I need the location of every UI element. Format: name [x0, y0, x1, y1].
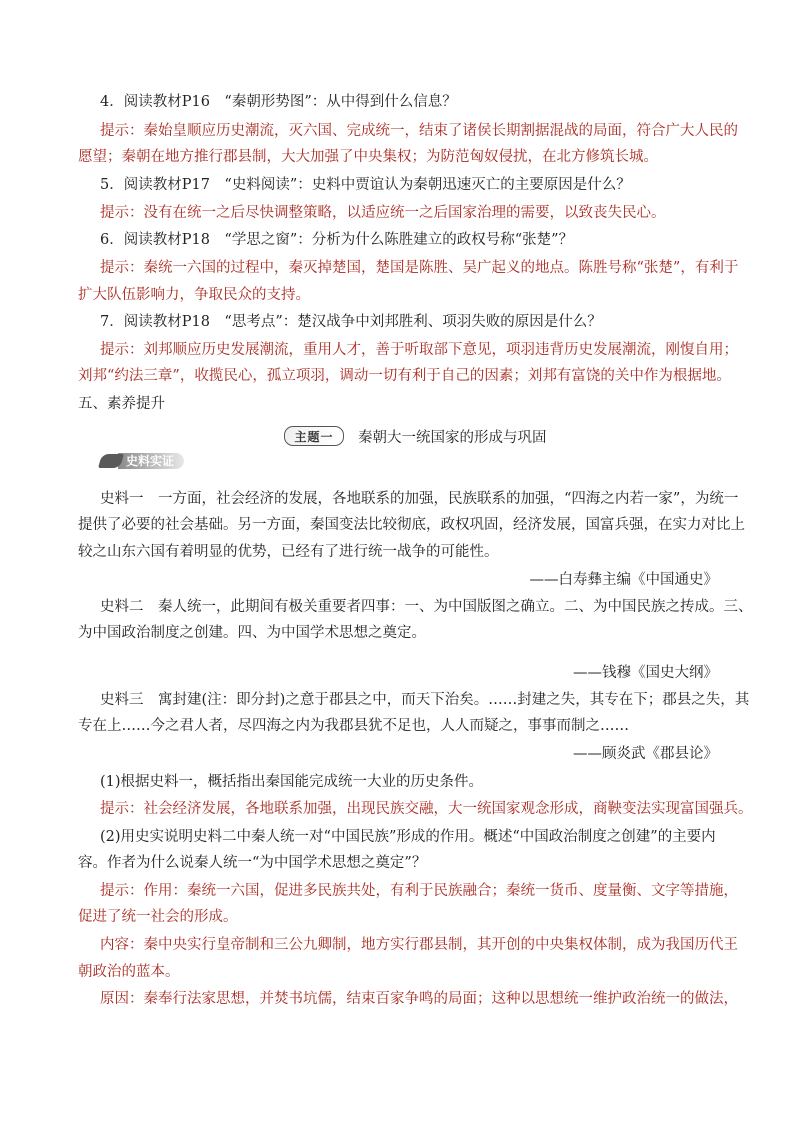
section-heading: 五、素养提升	[78, 396, 165, 412]
answer-4-line-2: 愿望；秦朝在地方推行郡县制，大大加强了中央集权；为防范匈奴侵扰，在北方修筑长城。	[78, 149, 658, 165]
source-1-line-2: 提供了必要的社会基础。另一方面，秦国变法比较彻底，政权巩固，经济发展，国富兵强，在实力对比上	[78, 517, 745, 533]
source-1-citation: ——白寿彝主编《中国通史》	[529, 572, 718, 588]
evidence-label-text: 史料实证	[118, 453, 184, 469]
answer-p2-a-line-1: 提示：作用：秦统一六国，促进多民族共处，有利于民族融合；秦统一货币、度量衡、文字等措施，	[100, 883, 738, 899]
question-7: 7．阅读教材P18 “思考点”：楚汉战争中刘邦胜利、项羽失败的原因是什么？	[100, 314, 602, 330]
question-p1: (1)根据史料一，概括指出秦国能完成统一大业的历史条件。	[100, 774, 484, 790]
answer-7-line-2: 刘邦“约法三章”，收揽民心，孤立项羽，调动一切有利于自己的因素；刘邦有富饶的关中作为根据地。	[78, 368, 731, 384]
question-5: 5．阅读教材P17 “史料阅读”：史料中贾谊认为秦朝迅速灭亡的主要原因是什么？	[100, 177, 631, 193]
question-p2-line-2: 容。作者为什么说秦人统一“为中国学术思想之奠定”？	[78, 855, 427, 871]
source-3-line-2: 专在上……今之君人者，尽四海之内为我郡县犹不足也，人人而疑之，事事而制之……	[78, 718, 629, 734]
source-3-citation: ——顾炎武《郡县论》	[573, 746, 718, 762]
source-2-citation: ——钱穆《国史大纲》	[573, 665, 718, 681]
source-1-line-3: 较之山东六国有着明显的优势，已经有了进行统一战争的可能性。	[78, 544, 499, 560]
answer-4-line-1: 提示：秦始皇顺应历史潮流，灭六国、完成统一，结束了诸侯长期割据混战的局面，符合广大人民的	[100, 123, 738, 139]
answer-5: 提示：没有在统一之后尽快调整策略，以适应统一之后国家治理的需要，以致丧失民心。	[100, 205, 666, 221]
answer-p2-a-line-2: 促进了统一社会的形成。	[78, 909, 238, 925]
source-1-line-1: 史料一 一方面，社会经济的发展，各地联系的加强，民族联系的加强，“四海之内若一家”，为统一	[100, 491, 739, 507]
answer-p1: 提示：社会经济发展，各地联系加强，出现民族交融，大一统国家观念形成，商鞅变法实现富国强兵。	[100, 801, 753, 817]
topic-badge: 主题一	[284, 426, 344, 446]
topic-title: 秦朝大一统国家的形成与巩固	[358, 429, 547, 446]
answer-7-line-1: 提示：刘邦顺应历史发展潮流，重用人才，善于听取部下意见，项羽违背历史发展潮流，刚愎自用；	[100, 342, 738, 358]
question-p2-line-1: (2)用史实说明史料二中秦人统一对“中国民族”形成的作用。概述“中国政治制度之创建”的主要内	[100, 829, 716, 845]
answer-6-line-1: 提示：秦统一六国的过程中，秦灭掉楚国，楚国是陈胜、吴广起义的地点。陈胜号称“张楚”，有利于	[100, 260, 739, 276]
evidence-label	[100, 452, 184, 470]
question-4: 4．阅读教材P16 “秦朝形势图”：从中得到什么信息？	[100, 94, 457, 110]
source-3-line-1: 史料三 寓封建(注：即分封)之意于郡县之中，而天下治矣。……封建之失，其专在下；郡县之失，其	[100, 692, 750, 708]
source-2-line-1: 史料二 秦人统一，此期间有极关重要者四事：一、为中国版图之确立。二、为中国民族之抟成。三、	[100, 599, 753, 615]
answer-p2-c: 原因：秦奉行法家思想，并焚书坑儒，结束百家争鸣的局面；这种以思想统一维护政治统一的做法，	[100, 991, 738, 1007]
answer-p2-b-line-1: 内容：秦中央实行皇帝制和三公九卿制，地方实行郡县制，其开创的中央集权体制，成为我国历代王	[100, 937, 738, 953]
answer-p2-b-line-2: 朝政治的蓝本。	[78, 964, 180, 980]
answer-6-line-2: 扩大队伍影响力，争取民众的支持。	[78, 287, 310, 303]
topic-header	[284, 425, 547, 447]
question-6: 6．阅读教材P18 “学思之窗”：分析为什么陈胜建立的政权号称“张楚”？	[100, 232, 574, 248]
source-2-line-2: 为中国政治制度之创建。四、为中国学术思想之奠定。	[78, 625, 426, 641]
